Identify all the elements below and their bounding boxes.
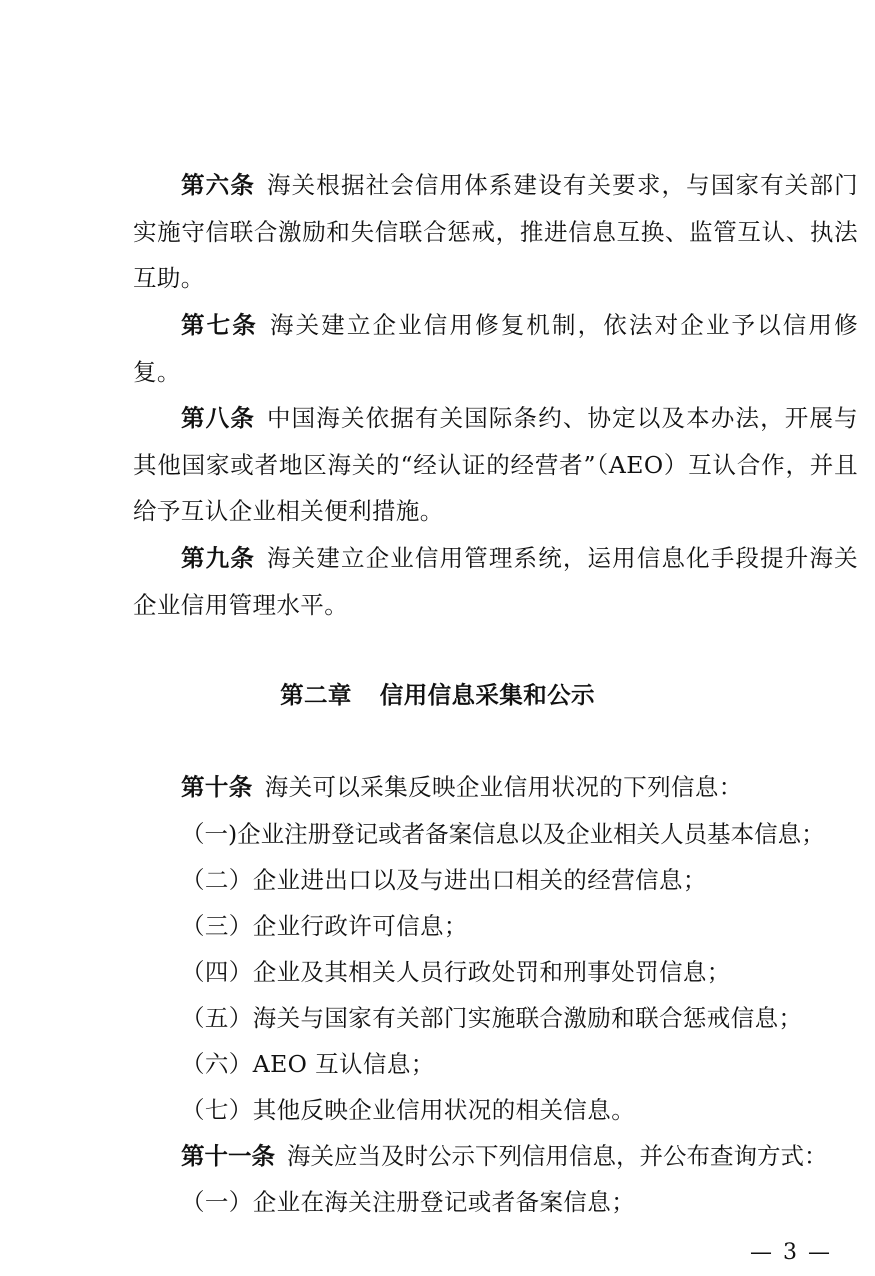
list-item: （一）企业在海关注册登记或者备案信息； <box>181 1188 636 1216</box>
article-7-text: 海关建立企业信用修复机制，依法对企业予以信用修复。 <box>133 311 858 386</box>
article-8-text: 中国海关依据有关国际条约、协定以及本办法，开展与其他国家或者地区海关的“经认证的经营者”（AEO）互认合作，并且给予互认企业相关便利措施。 <box>133 404 858 525</box>
list-item: （三）企业行政许可信息； <box>181 912 468 940</box>
article-10-number: 第十条 <box>181 773 253 801</box>
article-10 <box>133 764 858 811</box>
article-6-number: 第六条 <box>181 171 255 199</box>
list-item: （二）企业进出口以及与进出口相关的经营信息； <box>181 866 707 894</box>
article-8 <box>133 395 858 535</box>
list-item: （一)企业注册登记或者备案信息以及企业相关人员基本信息； <box>181 820 825 848</box>
article-6 <box>133 162 858 302</box>
article-9-number: 第九条 <box>181 544 255 572</box>
article-11-text: 海关应当及时公示下列信用信息，并公布查询方式： <box>287 1142 828 1170</box>
list-item: （四）企业及其相关人员行政处罚和刑事处罚信息； <box>181 958 731 986</box>
page-number: — 3 — <box>750 1240 832 1265</box>
article-11 <box>133 1133 858 1180</box>
article-10-text: 海关可以采集反映企业信用状况的下列信息： <box>264 773 743 801</box>
article-8-number: 第八条 <box>181 404 255 432</box>
article-9-text: 海关建立企业信用管理系统，运用信息化手段提升海关企业信用管理水平。 <box>133 544 858 619</box>
list-item: （七）其他反映企业信用状况的相关信息。 <box>181 1096 636 1124</box>
list-item: （六）AEO 互认信息； <box>181 1050 435 1078</box>
article-9 <box>133 535 858 628</box>
chapter-number: 第二章 <box>280 681 352 709</box>
article-11-number: 第十一条 <box>181 1142 275 1170</box>
article-6-text: 海关根据社会信用体系建设有关要求，与国家有关部门实施守信联合激励和失信联合惩戒，推进信息互换、监管互认、执法互助。 <box>133 171 858 292</box>
article-7-number: 第七条 <box>181 311 258 339</box>
chapter-heading <box>0 672 875 718</box>
article-7 <box>133 302 858 395</box>
chapter-title: 信用信息采集和公示 <box>379 681 595 709</box>
list-item: （五）海关与国家有关部门实施联合激励和联合惩戒信息； <box>181 1004 803 1032</box>
